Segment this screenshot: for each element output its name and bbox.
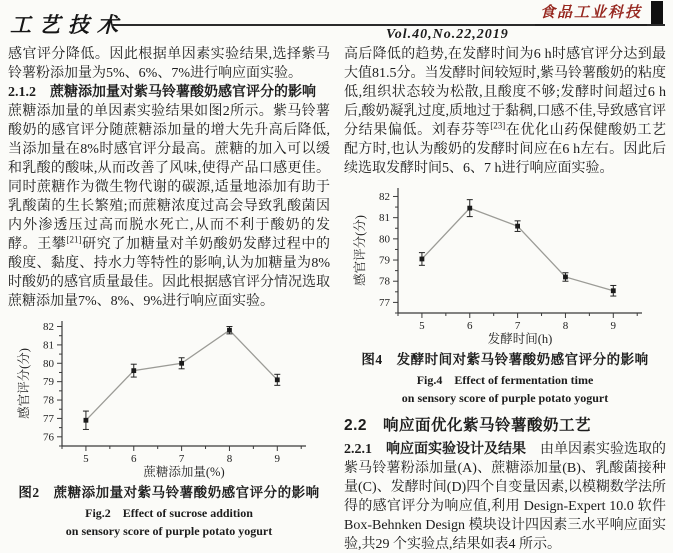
svg-text:82: 82 bbox=[43, 321, 54, 334]
journal-section-logo: 工艺技术 bbox=[10, 13, 126, 37]
svg-text:79: 79 bbox=[379, 254, 390, 267]
figure-2-chart bbox=[16, 314, 322, 480]
svg-text:78: 78 bbox=[43, 394, 54, 407]
figure-4-caption-cn: 图4 发酵时间对紫马铃薯酸奶感官评分的影响 bbox=[361, 352, 649, 367]
svg-text:发酵时间(h): 发酵时间(h) bbox=[487, 332, 553, 346]
svg-text:82: 82 bbox=[379, 190, 390, 203]
figure-4-caption-en-2: on sensory score of purple potato yogurt bbox=[401, 391, 609, 405]
svg-text:6: 6 bbox=[467, 320, 473, 332]
svg-text:蔗糖添加量(%): 蔗糖添加量(%) bbox=[143, 465, 225, 479]
figure-4-chart bbox=[352, 181, 658, 347]
svg-text:8: 8 bbox=[562, 320, 569, 332]
figure-4 bbox=[344, 181, 666, 406]
svg-text:81: 81 bbox=[379, 212, 390, 225]
svg-text:78: 78 bbox=[379, 275, 390, 288]
svg-text:77: 77 bbox=[379, 296, 390, 309]
svg-text:5: 5 bbox=[419, 320, 425, 332]
figure-2 bbox=[8, 314, 330, 539]
svg-text:7: 7 bbox=[514, 320, 521, 332]
svg-text:81: 81 bbox=[43, 339, 54, 352]
section-heading-2-2: 2.2 响应面优化紫马铃薯酸奶工艺 bbox=[344, 417, 592, 434]
left-column bbox=[8, 45, 330, 553]
journal-name: 食品工业科技 bbox=[535, 0, 647, 26]
two-column-body bbox=[8, 45, 666, 553]
svg-text:77: 77 bbox=[43, 412, 54, 425]
paragraph: 2.1.2 蔗糖添加量对紫马铃薯酸奶感官评分的影响 蔗糖添加量的单因素实验结果如图2所示。紫马铃薯酸奶的感官评分随蔗糖添加量的增大先升高后降低,当添加量在8%时感官评分最高。蔗糖的加入可以缓和乳酸的酸味,从而改善了风味,使得产品口感更佳。同时蔗糖作为微生物代谢的碳源,适量地添加有助于乳酸菌的生长繁殖;而蔗糖浓度过高会导致乳酸菌因内外渗透压过高而脱水死亡,从而不利于酸奶的发酵。王攀[21]研究了加糖量对羊奶酸奶发酵过程中的酸度、黏度、持水力等特性的影响,认为加糖量为8%时酸奶的感官质量最佳。因此根据感官评分情况选取蔗糖添加量7%、8%、9%进行响应面实验。 bbox=[8, 85, 331, 309]
right-column bbox=[344, 45, 666, 553]
journal-corner-block bbox=[651, 1, 663, 24]
paragraph: 高后降低的趋势,在发酵时间为6 h时感官评分达到最大值81.5分。当发酵时间较短时,紫马铃薯酸奶的粘度低,组织状态较为松散,且酸度不够;发酵时间超过6 h后,酸奶凝乳过度,质地过于黏稠,口感不佳,导致感官评分结果偏低。刘春芬等[23]在优化山药保健酸奶工艺配方时,也认为酸奶的发酵时间应在6 h左右。因此后续选取发酵时间5、6、7 h进行响应面实验。 bbox=[344, 47, 667, 176]
svg-text:79: 79 bbox=[43, 376, 54, 389]
svg-text:9: 9 bbox=[610, 320, 617, 332]
svg-text:9: 9 bbox=[274, 453, 281, 465]
figure-4-caption-en-1: Fig.4 Effect of fermentation time bbox=[416, 373, 594, 387]
svg-text:感官评分(分): 感官评分(分) bbox=[353, 215, 367, 286]
paragraph: 感官评分降低。因此根据单因素实验结果,选择紫马铃薯粉添加量为5%、6%、7%进行响应面实验。 bbox=[8, 47, 330, 81]
paragraph: 2.2.1 响应面实验设计及结果 由单因素实验选取的紫马铃薯粉添加量(A)、蔗糖添加量(B)、乳酸菌接种量(C)、发酵时间(D)四个自变量因素,以模糊数学法所得的感官评分为响应值,利用 Design-Expert 10.0 软件 Box-Behnken Design 模块设计四因素三水平响应面实验,共29 个实验点,结果如表4 所示。 bbox=[344, 442, 666, 552]
figure-2-caption-en-1: Fig.2 Effect of sucrose addition bbox=[85, 506, 253, 520]
svg-text:感官评分(分): 感官评分(分) bbox=[17, 348, 31, 419]
svg-text:7: 7 bbox=[178, 453, 185, 465]
svg-text:76: 76 bbox=[43, 431, 54, 444]
svg-text:80: 80 bbox=[43, 357, 54, 370]
svg-text:80: 80 bbox=[379, 233, 390, 246]
svg-text:5: 5 bbox=[83, 453, 89, 465]
figure-2-caption-en-2: on sensory score of purple potato yogurt bbox=[65, 524, 273, 538]
figure-2-caption-cn: 图2 蔗糖添加量对紫马铃薯酸奶感官评分的影响 bbox=[18, 485, 320, 500]
svg-text:8: 8 bbox=[226, 453, 233, 465]
svg-text:6: 6 bbox=[131, 453, 137, 465]
issue-info: Vol.40,No.22,2019 bbox=[386, 27, 509, 42]
